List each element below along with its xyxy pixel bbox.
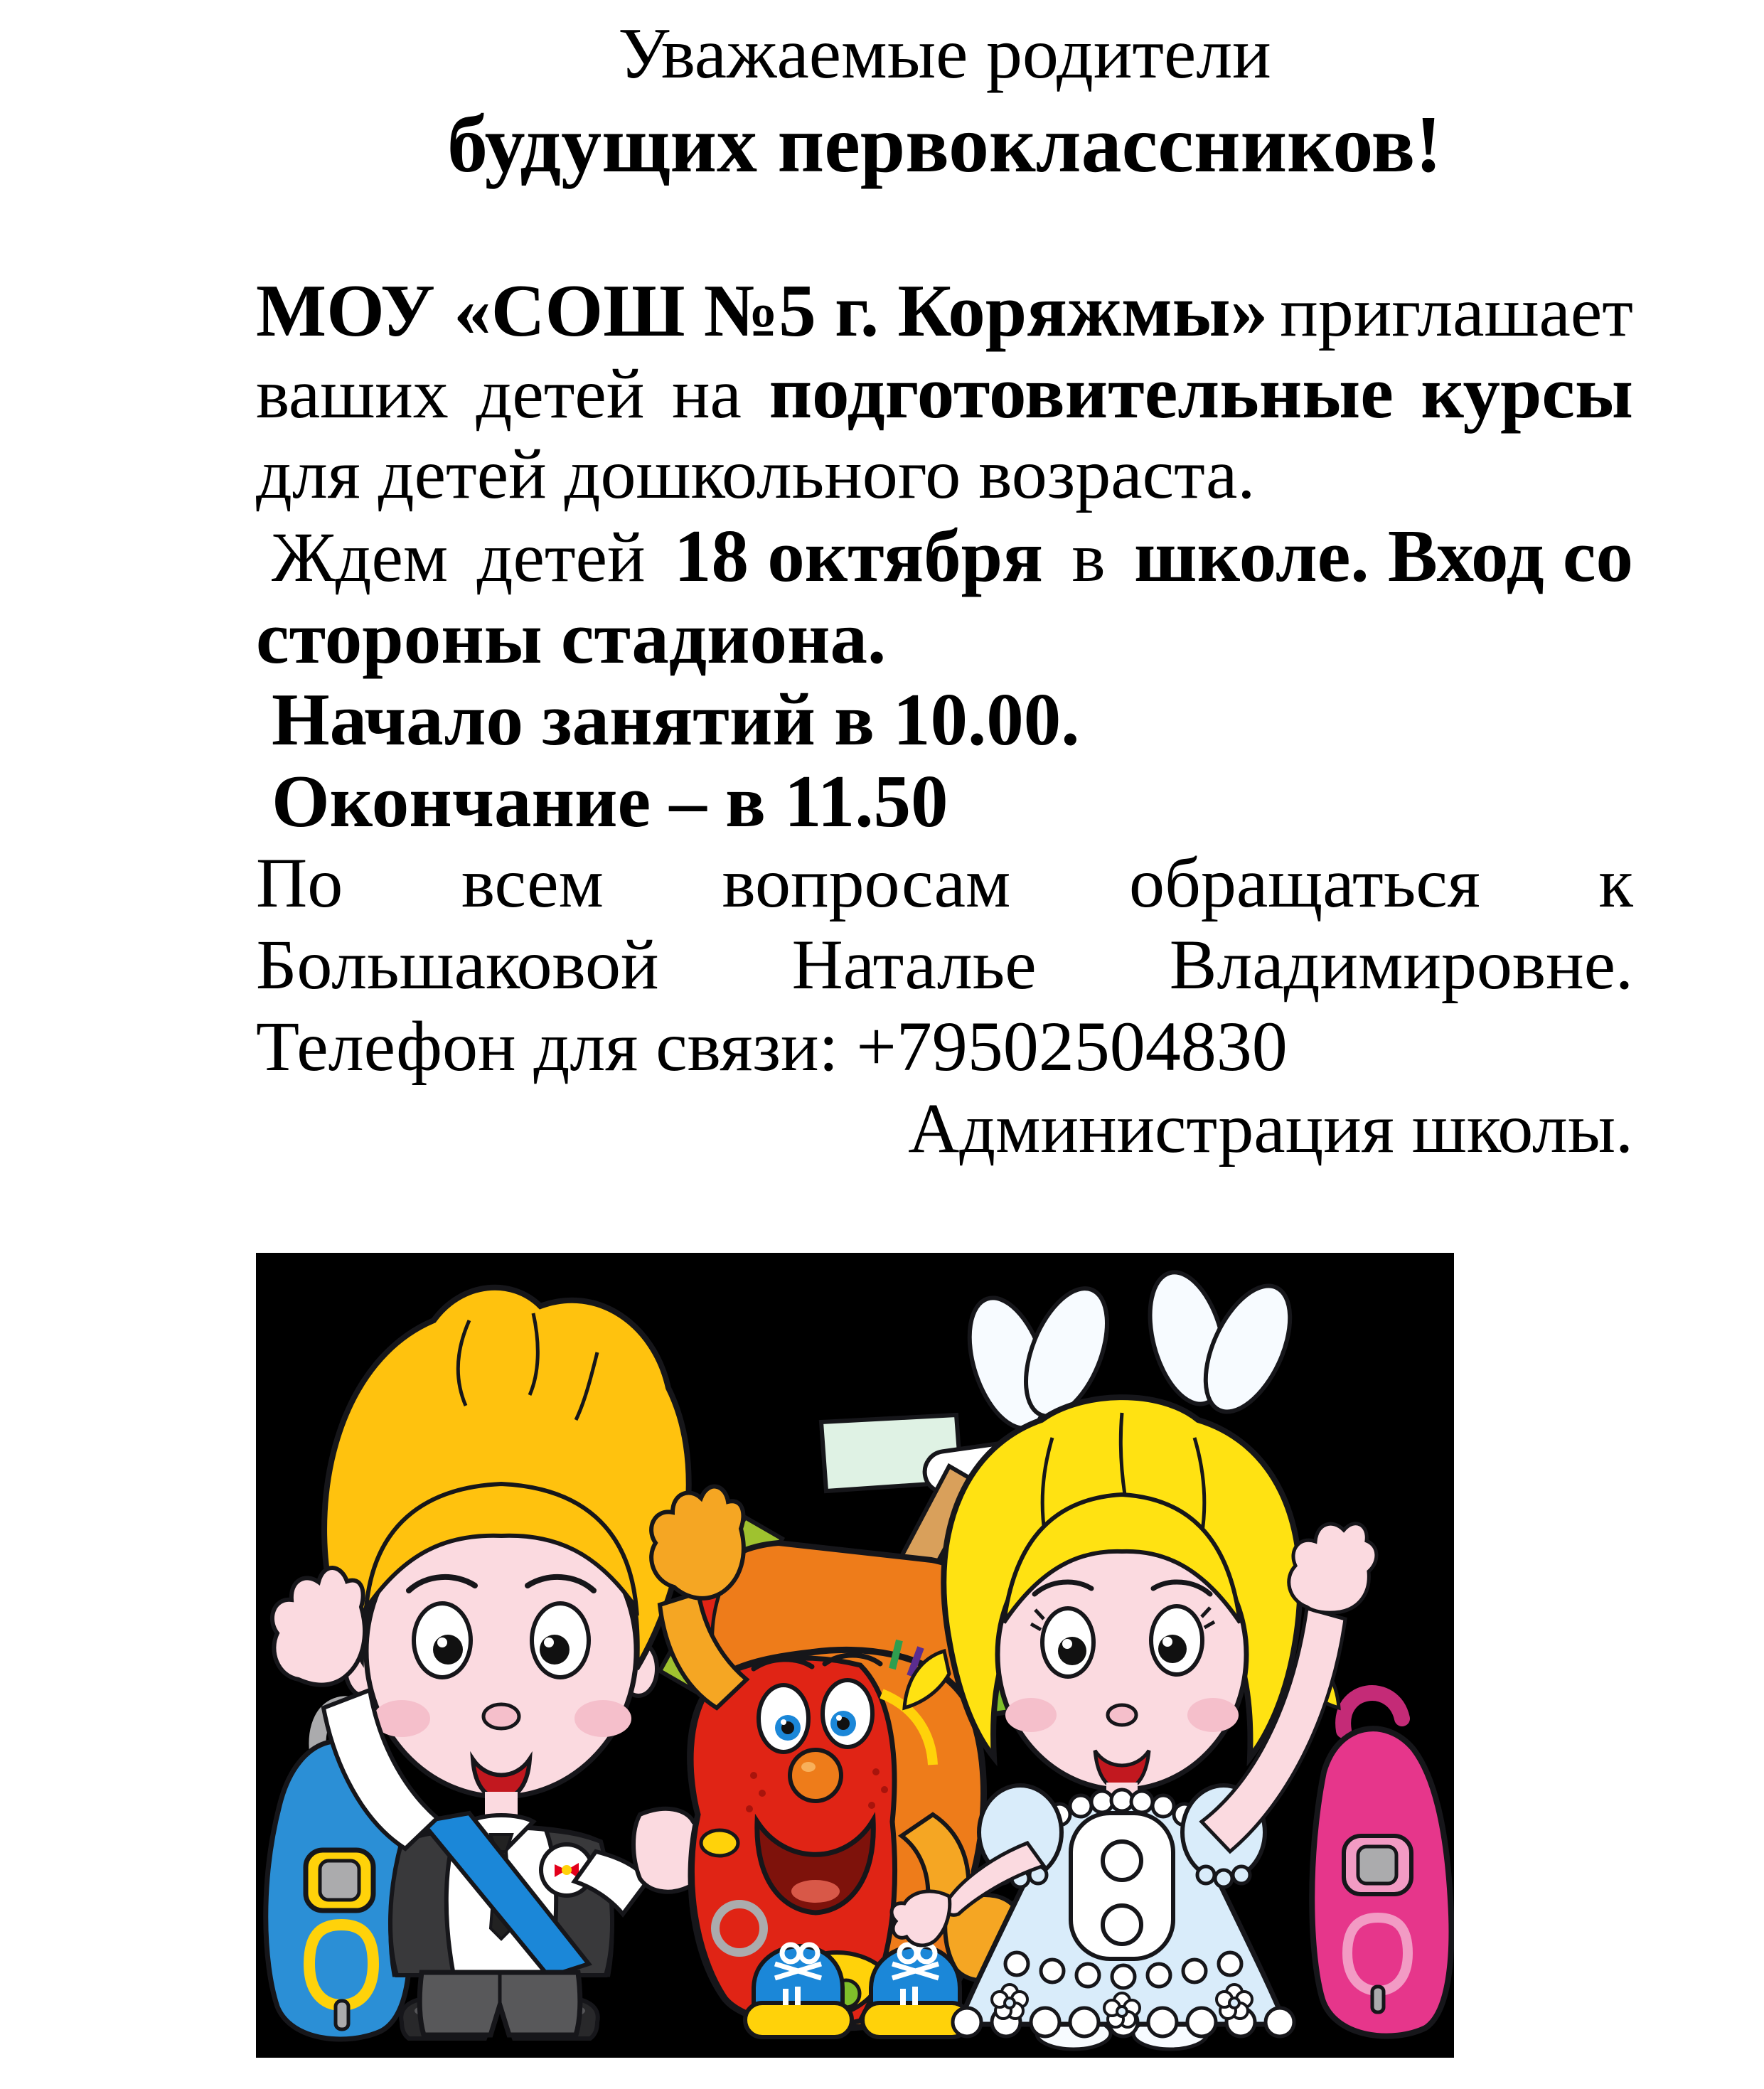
text-segment: 18 октября [673,514,1043,597]
bag-nose [790,1750,841,1801]
illustration-canvas [256,1253,1454,2058]
text-segment: Начало занятий в 10.00. [272,678,1080,761]
announcement-text [256,9,1633,1169]
text-segment: Владимировне. [1169,925,1633,1004]
body-line-4 [256,515,1633,597]
text-segment: детей [476,518,646,597]
dress-button [1103,1906,1141,1944]
text-segment: По [256,843,343,922]
text-segment: Наталье [791,925,1037,1004]
text-segment: обращаться [1128,843,1480,922]
text-segment: Большаковой [256,925,659,1004]
body-line-1 [256,269,1633,351]
dress-button [1103,1842,1141,1880]
title-line-2: будущих первоклассников! [447,99,1443,189]
body-line-10 [256,1005,1633,1087]
body-line-11 [256,1087,1633,1169]
text-segment: вопросам [722,843,1011,922]
text-segment: курсы [1421,351,1633,434]
body-line-9 [256,924,1633,1005]
boy-nose [483,1704,519,1729]
text-segment: подготовительные [769,351,1394,434]
text-segment: всем [461,843,604,922]
blank-line [256,189,1633,269]
text-segment: стороны стадиона. [256,596,887,679]
body-line-5 [256,597,1633,678]
body-line-2 [256,351,1633,433]
text-segment: школе. Вход со [1134,514,1633,597]
bag-button [701,1830,738,1856]
text-segment: Ждем [272,518,449,597]
text-segment: Окончание – в 11.50 [272,759,948,843]
school-kids-illustration [256,1253,1454,2058]
text-segment: приглашает [1280,272,1633,351]
body-line-8 [256,842,1633,924]
girl-nose [1108,1705,1136,1725]
text-segment: Телефон для связи: +79502504830 [256,1007,1288,1086]
text-segment: МОУ «СОШ №5 г. Коряжмы» [256,269,1268,352]
text-segment: Администрация школы. [908,1089,1633,1168]
body-line-7 [256,760,1633,842]
text-segment: детей [476,354,645,433]
text-segment: ваших [256,354,449,433]
text-segment: в [1071,518,1106,597]
body-line-6 [256,678,1633,760]
body-paragraphs [256,269,1633,1169]
text-segment: к [1598,843,1633,922]
title-line-1: Уважаемые родители [618,14,1271,94]
body-line-3 [256,433,1633,515]
text-segment: на [672,354,742,433]
text-segment: для детей дошкольного возраста. [256,434,1256,513]
